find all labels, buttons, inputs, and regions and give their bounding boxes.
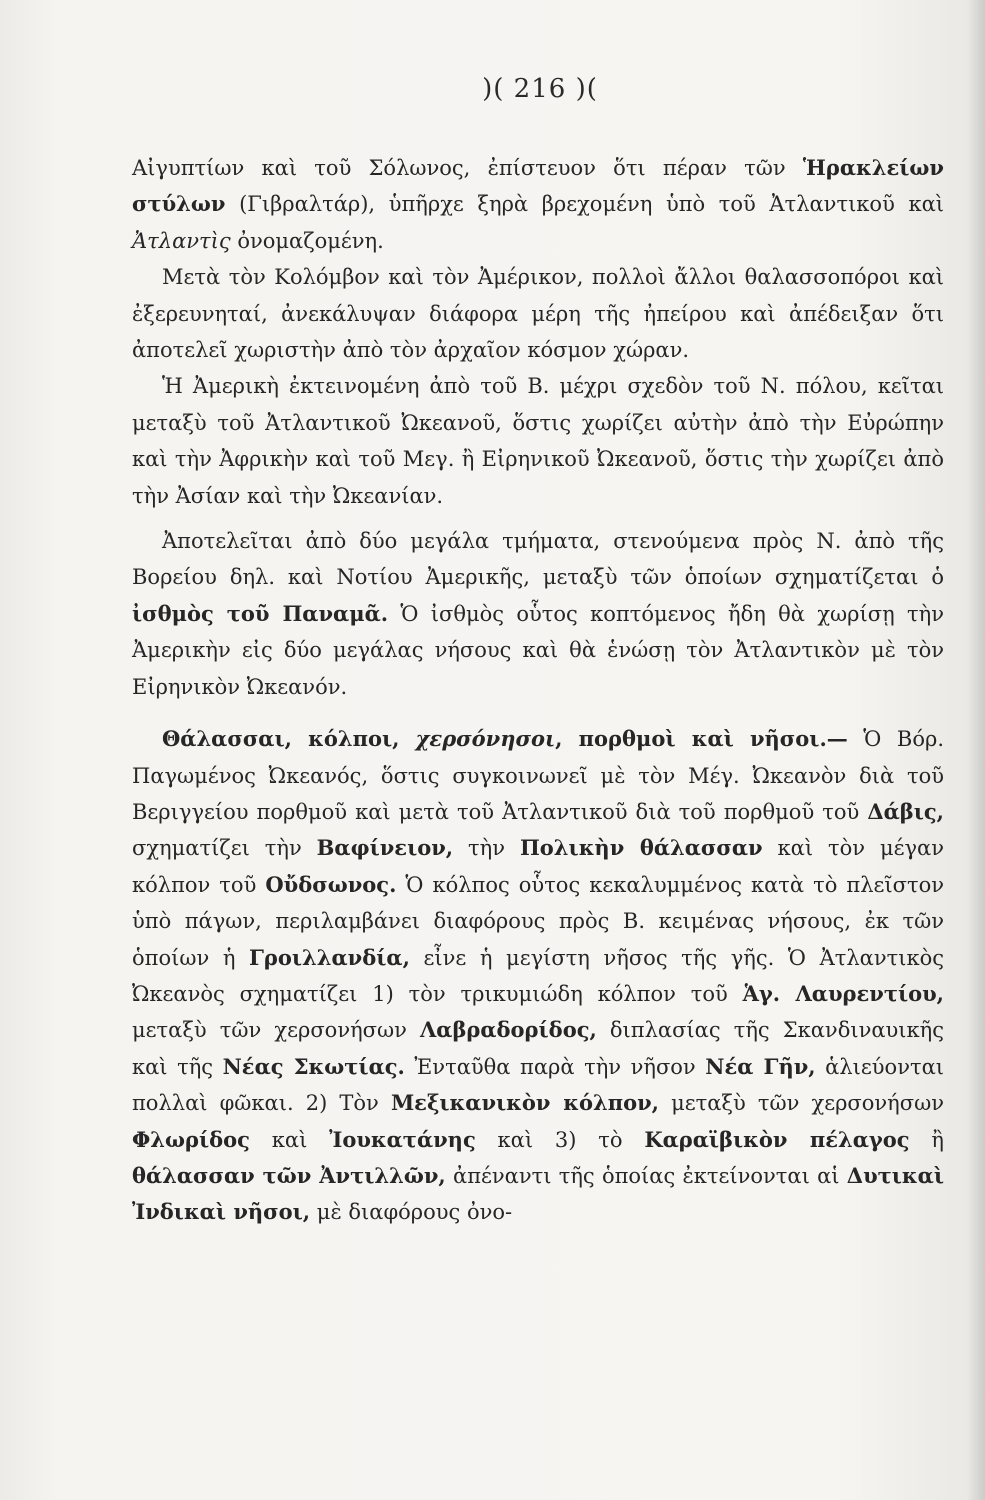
text-run: ἀπέναντι τῆς ὁποίας ἐκτείνονται αἱ (445, 1163, 847, 1188)
bold-term: Δυτικαὶ Ἰνδικαὶ νῆσοι, (132, 1162, 944, 1225)
paragraph-5 (132, 721, 944, 1231)
section-heading: χερσόνησοι (415, 726, 556, 752)
paragraph-1 (132, 150, 944, 259)
bold-term: Ἰουκατάνης (329, 1126, 476, 1152)
text-run: τὴν (453, 836, 520, 861)
text-run: Ὁ ἰσθμὸς οὗτος κοπτόμενος ἤδη θὰ χωρίσῃ τὴν Ἀμερικὴν εἰς δύο μεγάλας νήσους καὶ θὰ ἑνώσῃ τὸν Ἀτλαντικὸν μὲ τὸν Εἰρηνικὸν Ὠκεανόν. (132, 601, 944, 699)
bold-term: Λαβραδορίδος, (420, 1017, 597, 1043)
text-run: σχηματίζει τὴν (132, 836, 317, 861)
text-run: ἢ (909, 1127, 944, 1152)
text-run: μεταξὺ τῶν χερσονήσων (132, 1018, 421, 1043)
text-run: Ἡ Ἀμερικὴ ἐκτεινομένη ἀπὸ τοῦ Β. μέχρι σχεδὸν τοῦ Ν. πόλου, κεῖται μεταξὺ τοῦ Ἀτλαντικοῦ Ὠκεανοῦ, ὅστις χωρίζει αὐτὴν ἀπὸ τὴν Εὐρώπην καὶ τὴν Ἀφρικὴν καὶ τοῦ Μεγ. ἢ Εἰρηνικοῦ Ὠκεανοῦ, ὅστις τὴν χωρίζει ἀπὸ τὴν Ἀσίαν καὶ τὴν Ὠκεανίαν. (132, 374, 944, 508)
bold-term: Οὔδσωνος. (265, 871, 397, 897)
section-heading: , πορθμοὶ καὶ νῆσοι.— (555, 726, 848, 752)
bold-term: Δάβις, (867, 798, 944, 824)
bold-term: Μεξικανικὸν κόλπον, (390, 1090, 659, 1116)
paragraph-3 (132, 368, 944, 514)
bold-term: Πολικὴν θάλασσαν (519, 835, 763, 861)
body-text (132, 150, 944, 1231)
bold-term: Φλωρίδος (132, 1126, 250, 1152)
page-number: )( 216 )( (482, 74, 598, 104)
text-run: ἁλιεύονται πολλαὶ φῶκαι. 2) Τὸν (132, 1054, 944, 1116)
text-run: διπλασίας τῆς Σκανδιναυικῆς καὶ τῆς (132, 1018, 944, 1079)
section-heading: Θάλασσαι, κόλποι, (162, 726, 416, 752)
bold-term: Γροιλλανδία, (249, 944, 410, 970)
text-run: Ὁ Βόρ. Παγωμένος Ὠκεανός, ὅστις συγκοινωνεῖ μὲ τὸν Μέγ. Ὠκεανὸν διὰ τοῦ Βεριγγείου πορθμοῦ καὶ μετὰ τοῦ Ἀτλαντικοῦ διὰ τοῦ πορθμοῦ τοῦ (132, 727, 944, 824)
bold-term: Ἁγ. Λαυρεντίου, (742, 980, 944, 1006)
text-run: ὀνομαζομένη. (230, 228, 384, 253)
bold-term: Ἡρακλείων στύλων (132, 155, 944, 217)
text-run: Μετὰ τὸν Κολόμβον καὶ τὸν Ἀμέρικον, πολλοὶ ἄλλοι θαλασσοπόροι καὶ ἐξερευνηταί, ἀνεκάλυψαν διάφορα μέρη τῆς ἠπείρου καὶ ἀπέδειξαν ὅτι ἀποτελεῖ χωριστὴν ἀπὸ τὸν ἀρχαῖον κόσμον χώραν. (132, 265, 944, 363)
paragraph-4 (132, 523, 944, 705)
text-run: μεταξὺ τῶν χερσονήσων (658, 1091, 944, 1116)
bold-term: Νέας Σκωτίας. (222, 1053, 405, 1079)
bold-term: Βαφίνειον, (316, 835, 454, 861)
paragraph-2 (132, 259, 944, 368)
bold-term: Νέα Γῆν, (705, 1053, 816, 1079)
text-run: Αἰγυπτίων καὶ τοῦ Σόλωνος, ἐπίστευον ὅτι πέραν τῶν (132, 156, 803, 180)
bold-term: θάλασσαν τῶν Ἀντιλλῶν, (132, 1162, 446, 1188)
text-run: μὲ διαφόρους ὀνο- (310, 1200, 513, 1225)
text-run: (Γιβραλτάρ), ὑπῆρχε ξηρὰ βρεχομένη ὑπὸ τοῦ Ἀτλαντικοῦ καὶ (225, 192, 944, 217)
bold-term: Καραϊβικὸν πέλαγος (644, 1126, 910, 1152)
text-run: καὶ (249, 1127, 330, 1152)
bold-term: ἰσθμὸς τοῦ Παναμᾶ. (132, 600, 389, 626)
text-run: εἶνε ἡ μεγίστη νῆσος τῆς γῆς. Ὁ Ἀτλαντικὸς Ὠκεανὸς σχηματίζει 1) τὸν τρικυμιώδη κόλπον τοῦ (132, 945, 944, 1006)
text-run: καὶ τὸν μέγαν κόλπον τοῦ (132, 836, 944, 897)
italic-term: Ἀτλαντὶς (132, 228, 231, 253)
page-spine-shadow (967, 0, 985, 1500)
text-run: Ἐνταῦθα παρὰ τὴν νῆσον (404, 1054, 706, 1079)
text-run: Ἀποτελεῖται ἀπὸ δύο μεγάλα τμήματα, στενούμενα πρὸς Ν. ἀπὸ τῆς Βορείου δηλ. καὶ Νοτίου Ἀμερικῆς, μεταξὺ τῶν ὁποίων σχηματίζεται ὁ (132, 529, 944, 590)
text-run: καὶ 3) τὸ (475, 1127, 645, 1152)
text-run: Ὁ κόλπος οὗτος κεκαλυμμένος κατὰ τὸ πλεῖστον ὑπὸ πάγων, περιλαμβάνει διαφόρους πρὸς Β. κειμένας νήσους, ἐκ τῶν ὁποίων ἡ (132, 872, 944, 970)
